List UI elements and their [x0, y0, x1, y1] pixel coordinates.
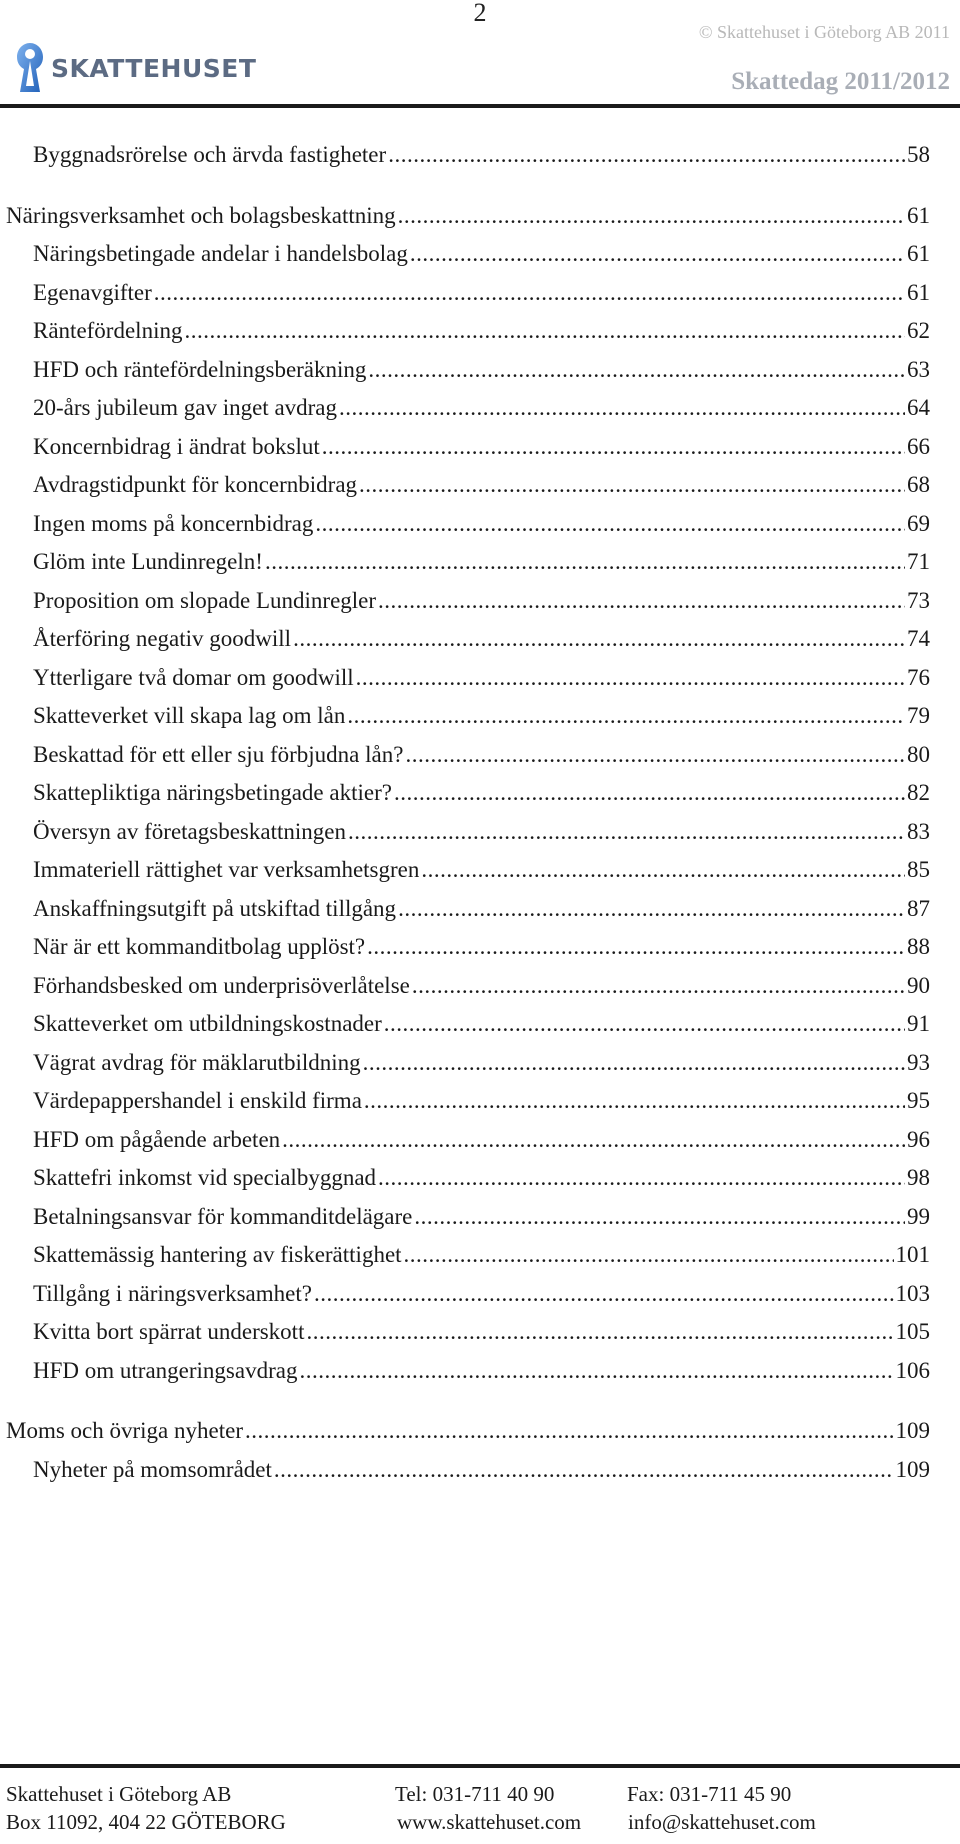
- toc-entry-title: Vägrat avdrag för mäklarutbildning: [33, 1049, 361, 1075]
- toc-dot-leader: [282, 1125, 905, 1155]
- toc-dot-leader: [322, 432, 905, 462]
- toc-dot-leader: [306, 1317, 893, 1347]
- toc-entry[interactable]: [33, 701, 930, 731]
- toc-entry[interactable]: [33, 1317, 930, 1347]
- toc-entry[interactable]: [33, 1455, 930, 1485]
- toc-dot-leader: [421, 855, 905, 885]
- toc-entry-page: 63: [907, 356, 930, 382]
- toc-entry[interactable]: [33, 1048, 930, 1078]
- toc-entry-title: HFD om utrangeringsavdrag: [33, 1357, 298, 1383]
- toc-entry[interactable]: [33, 1086, 930, 1116]
- toc-dot-leader: [394, 778, 905, 808]
- toc-dot-leader: [315, 509, 905, 539]
- toc-dot-leader: [299, 1356, 893, 1386]
- toc-dot-leader: [378, 586, 905, 616]
- toc-entry-title: Återföring negativ goodwill: [33, 626, 292, 651]
- toc-entry-title: Räntefördelning: [33, 318, 183, 343]
- toc-entry-title: HFD och räntefördelningsberäkning: [33, 356, 367, 382]
- header-divider: [0, 104, 960, 108]
- toc-dot-leader: [245, 1416, 894, 1446]
- toc-entry-page: 61: [907, 241, 930, 266]
- toc-entry[interactable]: [33, 278, 930, 308]
- toc-entry-title: Immateriell rättighet var verksamhetsgren: [33, 857, 420, 882]
- toc-entry-title: Ingen moms på koncernbidrag: [33, 510, 314, 536]
- toc-entry-title: Avdragstidpunkt för koncernbidrag: [33, 472, 358, 497]
- toc-entry-page: 109: [895, 1418, 930, 1443]
- toc-entry-title: HFD om pågående arbeten: [33, 1126, 281, 1152]
- toc-dot-leader: [363, 1048, 905, 1078]
- document-title: Skattedag 2011/2012: [731, 68, 950, 95]
- toc-entry[interactable]: [33, 1240, 930, 1270]
- toc-entry-page: 109: [895, 1456, 930, 1482]
- toc-entry-page: 74: [907, 626, 930, 651]
- toc-entry-title: Skattepliktiga näringsbetingade aktier?: [33, 780, 392, 805]
- toc-entry-page: 79: [907, 703, 930, 728]
- toc-dot-leader: [154, 278, 905, 308]
- page-number: 2: [473, 0, 487, 27]
- toc-entry-page: 105: [895, 1319, 930, 1344]
- footer-phone: Tel: 031-711 40 90: [395, 1782, 555, 1806]
- toc-dot-leader: [184, 316, 905, 346]
- toc-entry-title: När är ett kommanditbolag upplöst?: [33, 934, 366, 959]
- toc-entry-title: Näringsbetingade andelar i handelsbolag: [33, 241, 408, 266]
- toc-entry-page: 68: [907, 472, 930, 497]
- toc-dot-leader: [274, 1455, 894, 1485]
- toc-dot-leader: [339, 393, 905, 423]
- toc-entry-title: Byggnadsrörelse och ärvda fastigheter: [33, 142, 387, 167]
- toc-entry-page: 64: [907, 395, 930, 420]
- toc-dot-leader: [410, 239, 905, 269]
- toc-dot-leader: [414, 1202, 905, 1232]
- toc-entry-page: 96: [907, 1126, 930, 1152]
- toc-entry-page: 71: [907, 549, 930, 574]
- toc-dot-leader: [364, 1086, 905, 1116]
- toc-entry[interactable]: [33, 239, 930, 269]
- toc-dot-leader: [388, 140, 905, 170]
- toc-entry[interactable]: [33, 740, 930, 770]
- toc-entry-title: Skattefri inkomst vid specialbyggnad: [33, 1165, 377, 1190]
- toc-entry-page: 82: [907, 780, 930, 805]
- toc-dot-leader: [314, 1279, 894, 1309]
- toc-dot-leader: [404, 1240, 894, 1270]
- toc-section[interactable]: [6, 201, 930, 231]
- company-logo: [14, 42, 256, 94]
- footer-website[interactable]: www.skattehuset.com: [397, 1810, 582, 1834]
- toc-dot-leader: [347, 701, 905, 731]
- toc-entry[interactable]: [33, 432, 930, 462]
- toc-dot-leader: [348, 817, 905, 847]
- toc-entry[interactable]: [33, 470, 930, 500]
- toc-dot-leader: [356, 663, 905, 693]
- toc-entry-page: 85: [907, 857, 930, 882]
- toc-entry[interactable]: [33, 1279, 930, 1309]
- toc-entry-title: Egenavgifter: [33, 279, 152, 305]
- toc-entry-page: 91: [907, 1011, 930, 1036]
- toc-entry-page: 61: [907, 202, 930, 228]
- toc-entry[interactable]: [33, 1202, 930, 1232]
- toc-dot-leader: [384, 1009, 905, 1039]
- toc-entry-title: Tillgång i näringsverksamhet?: [33, 1280, 312, 1306]
- toc-entry[interactable]: [33, 586, 930, 616]
- toc-entry-title: Koncernbidrag i ändrat bokslut: [33, 433, 320, 459]
- toc-entry-title: Ytterligare två domar om goodwill: [33, 664, 354, 690]
- toc-entry-page: 83: [907, 818, 930, 844]
- footer-email[interactable]: info@skattehuset.com: [628, 1810, 816, 1834]
- toc-entry-page: 80: [907, 741, 930, 767]
- footer-fax: Fax: 031-711 45 90: [627, 1782, 792, 1806]
- toc-entry[interactable]: [33, 1356, 930, 1386]
- footer-company: Skattehuset i Göteborg AB: [6, 1782, 232, 1806]
- toc-dot-leader: [412, 971, 905, 1001]
- toc-entry[interactable]: [33, 932, 930, 962]
- toc-entry-page: 88: [907, 934, 930, 959]
- toc-entry-page: 93: [907, 1049, 930, 1075]
- toc-dot-leader: [293, 624, 905, 654]
- toc-dot-leader: [368, 355, 905, 385]
- toc-dot-leader: [265, 547, 905, 577]
- toc-entry[interactable]: [33, 855, 930, 885]
- footer-divider: [0, 1764, 960, 1768]
- toc-entry-title: Anskaffningsutgift på utskiftad tillgång: [33, 895, 397, 921]
- toc-entry[interactable]: [33, 817, 930, 847]
- toc-entry-title: Skatteverket vill skapa lag om lån: [33, 703, 346, 728]
- toc-entry-page: 73: [907, 587, 930, 613]
- toc-entry-title: Värdepappershandel i enskild firma: [33, 1088, 362, 1113]
- toc-dot-leader: [398, 201, 905, 231]
- toc-entry-page: 62: [907, 318, 930, 343]
- toc-entry-title: Skatteverket om utbildningskostnader: [33, 1011, 382, 1036]
- logo-text: SKATTEHUSET: [51, 53, 257, 83]
- toc-entry[interactable]: [33, 663, 930, 693]
- toc-entry-title: Moms och övriga nyheter: [6, 1418, 243, 1443]
- toc-entry[interactable]: [33, 509, 930, 539]
- toc-entry-page: 58: [907, 142, 930, 167]
- toc-entry[interactable]: [33, 393, 930, 423]
- toc-entry-page: 69: [907, 510, 930, 536]
- toc-entry-title: Betalningsansvar för kommanditdelägare: [33, 1203, 413, 1229]
- toc-entry-title: Förhandsbesked om underprisöverlåtelse: [33, 972, 410, 998]
- toc-entry[interactable]: [33, 1125, 930, 1155]
- toc-entry-title: Proposition om slopade Lundinregler: [33, 587, 377, 613]
- toc-entry-page: 95: [907, 1088, 930, 1113]
- toc-dot-leader: [367, 932, 905, 962]
- toc-entry-title: Näringsverksamhet och bolagsbeskattning: [6, 202, 396, 228]
- toc-entry-page: 90: [907, 972, 930, 998]
- keyhole-person-icon: [14, 42, 46, 94]
- toc-entry-page: 66: [907, 433, 930, 459]
- toc-section[interactable]: [6, 1416, 930, 1446]
- toc-entry-page: 98: [907, 1165, 930, 1190]
- toc-entry-page: 87: [907, 895, 930, 921]
- toc-entry[interactable]: [33, 624, 930, 654]
- toc-dot-leader: [398, 894, 905, 924]
- toc-entry[interactable]: [33, 971, 930, 1001]
- toc-entry[interactable]: [33, 547, 930, 577]
- toc-entry-page: 76: [907, 664, 930, 690]
- toc-entry-title: Skattemässig hantering av fiskerättighet: [33, 1242, 402, 1267]
- toc-dot-leader: [378, 1163, 905, 1193]
- toc-dot-leader: [359, 470, 905, 500]
- toc-entry[interactable]: [33, 1009, 930, 1039]
- toc-entry-page: 99: [907, 1203, 930, 1229]
- toc-entry-title: Beskattad för ett eller sju förbjudna lån?: [33, 741, 404, 767]
- toc-entry-title: Glöm inte Lundinregeln!: [33, 549, 263, 574]
- toc-entry-page: 106: [895, 1357, 930, 1383]
- toc-entry-title: 20-års jubileum gav inget avdrag: [33, 395, 338, 420]
- toc-entry[interactable]: [33, 355, 930, 385]
- toc-entry[interactable]: [33, 140, 930, 170]
- toc-entry[interactable]: [33, 894, 930, 924]
- footer-address: Box 11092, 404 22 GÖTEBORG: [6, 1810, 286, 1834]
- toc-entry-page: 103: [895, 1280, 930, 1306]
- toc-entry[interactable]: [33, 1163, 930, 1193]
- toc-entry[interactable]: [33, 778, 930, 808]
- toc-entry[interactable]: [33, 316, 930, 346]
- toc-dot-leader: [405, 740, 905, 770]
- toc-entry-page: 61: [907, 279, 930, 305]
- toc-entry-page: 101: [895, 1242, 930, 1267]
- toc-entry-title: Kvitta bort spärrat underskott: [33, 1319, 305, 1344]
- copyright-notice: © Skattehuset i Göteborg AB 2011: [698, 22, 950, 42]
- toc-entry-title: Nyheter på momsområdet: [33, 1456, 272, 1482]
- toc-entry-title: Översyn av företagsbeskattningen: [33, 818, 346, 844]
